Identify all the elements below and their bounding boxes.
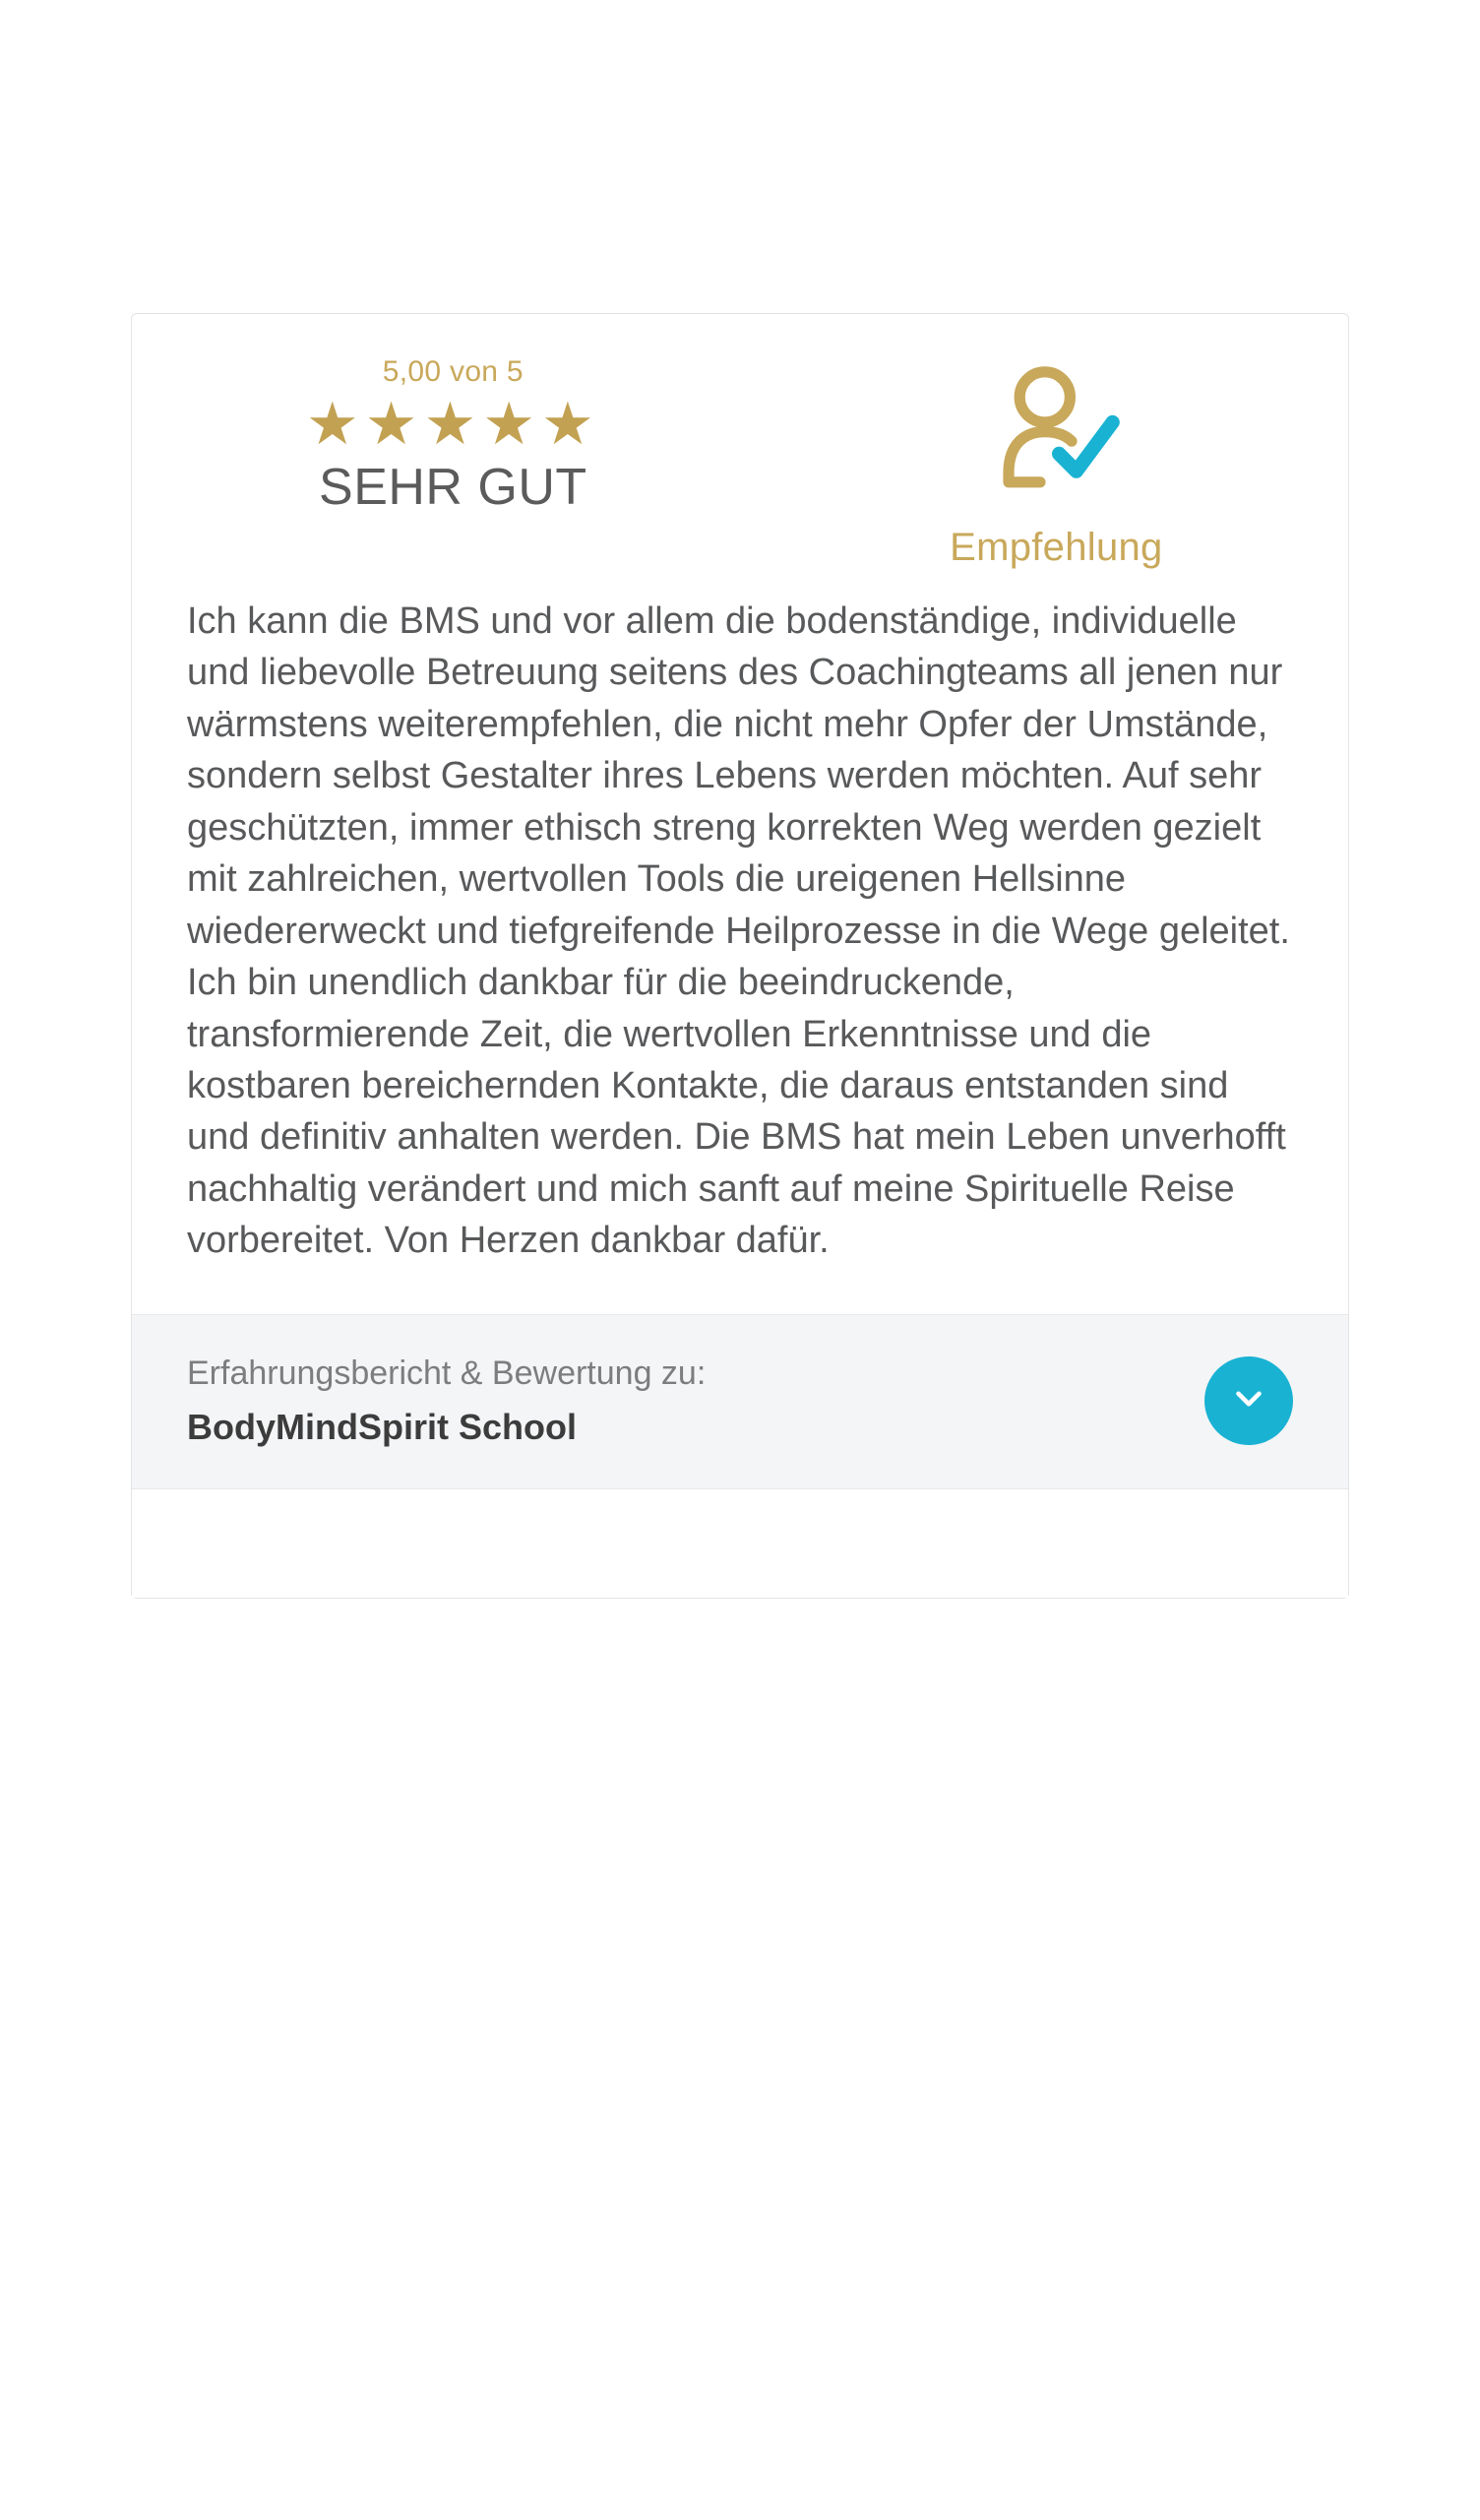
rating-block	[132, 355, 765, 516]
chevron-down-icon	[1228, 1378, 1269, 1422]
star-rating	[142, 391, 765, 457]
review-card	[131, 313, 1349, 1599]
recommendation-label: Empfehlung	[950, 526, 1163, 569]
person-check-icon	[765, 359, 1348, 522]
card-header	[132, 314, 1348, 570]
footer-text-block	[187, 1351, 706, 1451]
star-icon: ★	[305, 391, 365, 457]
footer-company-name: BodyMindSpirit School	[187, 1407, 577, 1448]
star-icon: ★	[482, 391, 542, 457]
footer-caption: Erfahrungsbericht & Bewertung zu:	[187, 1354, 707, 1392]
rating-score-text: 5,00 von 5	[382, 355, 524, 388]
star-icon: ★	[541, 391, 600, 457]
expand-button[interactable]	[1204, 1356, 1293, 1445]
review-text: Ich kann die BMS und vor allem die bodenständige, individuelle und liebevolle Betreuung seitens des Coachingteams all jenen nur wärmstens weiterempfehlen, die nicht mehr Opfer der Umstände, sondern selbst Gestalter ihres Lebens werden möchten. Auf sehr geschützten, immer ethisch streng korrekten Weg werden gezielt mit zahlreichen, wertvollen Tools die ureigenen Hellsinne wiedererweckt und tiefgreifende Heilprozesse in die Wege geleitet. Ich bin unendlich dankbar für die beeindruckende, transformierende Zeit, die wertvollen Erkenntnisse und die kostbaren bereichernden Kontakte, die daraus entstanden sind und definitiv anhalten werden. Die BMS hat mein Leben unverhofft nachhaltig verändert und mich sanft auf meine Spirituelle Reise vorbereitet. Von Herzen dankbar dafür.	[187, 600, 1290, 1262]
card-footer	[132, 1314, 1348, 1489]
rating-label: SEHR GUT	[319, 459, 587, 516]
card-bottom-space	[132, 1489, 1348, 1598]
recommendation-block	[765, 355, 1348, 570]
star-icon: ★	[423, 391, 483, 457]
star-icon: ★	[364, 391, 424, 457]
